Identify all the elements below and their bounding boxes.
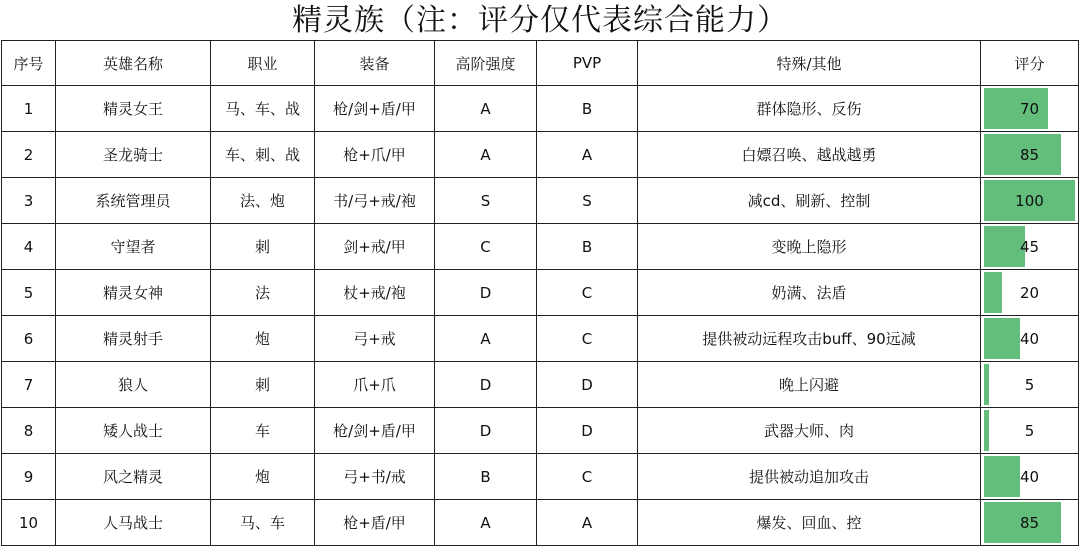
score-value: 5 [1024, 421, 1035, 440]
cell-gear: 枪/剑+盾/甲 [315, 86, 435, 132]
score-data-bar [984, 364, 989, 405]
cell-gear: 弓+书/戒 [315, 454, 435, 500]
cell-index: 8 [2, 408, 56, 454]
cell-index: 2 [2, 132, 56, 178]
score-value: 40 [1019, 467, 1040, 486]
table-row [2, 178, 1079, 224]
cell-score [981, 316, 1079, 362]
cell-gear: 杖+戒/袍 [315, 270, 435, 316]
cell-job: 法 [211, 270, 315, 316]
table-row [2, 500, 1079, 546]
table-row [2, 270, 1079, 316]
score-value: 5 [1024, 375, 1035, 394]
cell-hero-name: 矮人战士 [56, 408, 211, 454]
cell-job: 刺 [211, 224, 315, 270]
header-job: 职业 [211, 41, 315, 86]
cell-special: 奶满、法盾 [638, 270, 981, 316]
cell-gear: 弓+戒 [315, 316, 435, 362]
cell-hero-name: 守望者 [56, 224, 211, 270]
cell-index: 7 [2, 362, 56, 408]
table-title: 精灵族（注：评分仅代表综合能力） [292, 3, 788, 38]
score-value: 20 [1019, 283, 1040, 302]
cell-index: 1 [2, 86, 56, 132]
cell-special: 群体隐形、反伤 [638, 86, 981, 132]
cell-pvp: C [537, 270, 638, 316]
cell-hero-name: 精灵女神 [56, 270, 211, 316]
cell-pvp: A [537, 500, 638, 546]
table-row [2, 454, 1079, 500]
cell-special: 白嫖召唤、越战越勇 [638, 132, 981, 178]
cell-special: 减cd、刷新、控制 [638, 178, 981, 224]
table-row [2, 132, 1079, 178]
cell-hero-name: 精灵女王 [56, 86, 211, 132]
cell-tier: D [435, 408, 537, 454]
cell-tier: A [435, 316, 537, 362]
header-tier: 高阶强度 [435, 41, 537, 86]
cell-job: 车 [211, 408, 315, 454]
cell-tier: C [435, 224, 537, 270]
cell-hero-name: 风之精灵 [56, 454, 211, 500]
cell-score [981, 408, 1079, 454]
cell-hero-name: 系统管理员 [56, 178, 211, 224]
cell-tier: D [435, 270, 537, 316]
cell-special: 武器大师、肉 [638, 408, 981, 454]
cell-special: 提供被动远程攻击buff、90远减 [638, 316, 981, 362]
cell-tier: B [435, 454, 537, 500]
score-data-bar [984, 226, 1025, 267]
cell-gear: 枪+爪/甲 [315, 132, 435, 178]
cell-tier: D [435, 362, 537, 408]
cell-pvp: C [537, 454, 638, 500]
cell-hero-name: 圣龙骑士 [56, 132, 211, 178]
cell-pvp: D [537, 408, 638, 454]
table-row [2, 224, 1079, 270]
score-data-bar [984, 272, 1002, 313]
cell-pvp: A [537, 132, 638, 178]
cell-gear: 枪+盾/甲 [315, 500, 435, 546]
cell-job: 马、车、战 [211, 86, 315, 132]
cell-score [981, 132, 1079, 178]
cell-job: 炮 [211, 316, 315, 362]
score-data-bar [984, 456, 1020, 497]
score-data-bar [984, 318, 1020, 359]
header-index: 序号 [2, 41, 56, 86]
cell-score [981, 500, 1079, 546]
cell-job: 车、刺、战 [211, 132, 315, 178]
cell-gear: 书/弓+戒/袍 [315, 178, 435, 224]
score-value: 85 [1019, 513, 1040, 532]
cell-job: 法、炮 [211, 178, 315, 224]
header-score: 评分 [981, 41, 1079, 86]
cell-index: 4 [2, 224, 56, 270]
cell-hero-name: 狼人 [56, 362, 211, 408]
score-data-bar [984, 410, 989, 451]
hero-rating-table [1, 40, 1079, 546]
score-value: 70 [1019, 99, 1040, 118]
cell-job: 刺 [211, 362, 315, 408]
cell-hero-name: 人马战士 [56, 500, 211, 546]
cell-score [981, 270, 1079, 316]
cell-index: 10 [2, 500, 56, 546]
table-row [2, 362, 1079, 408]
cell-special: 晚上闪避 [638, 362, 981, 408]
cell-hero-name: 精灵射手 [56, 316, 211, 362]
table-row [2, 408, 1079, 454]
cell-gear: 剑+戒/甲 [315, 224, 435, 270]
header-hero-name: 英雄名称 [56, 41, 211, 86]
score-value: 85 [1019, 145, 1040, 164]
cell-gear: 枪/剑+盾/甲 [315, 408, 435, 454]
cell-score [981, 224, 1079, 270]
cell-tier: S [435, 178, 537, 224]
cell-score [981, 362, 1079, 408]
cell-tier: A [435, 132, 537, 178]
cell-tier: A [435, 86, 537, 132]
cell-job: 马、车 [211, 500, 315, 546]
cell-index: 3 [2, 178, 56, 224]
cell-special: 爆发、回血、控 [638, 500, 981, 546]
cell-pvp: D [537, 362, 638, 408]
cell-score [981, 454, 1079, 500]
cell-job: 炮 [211, 454, 315, 500]
cell-pvp: S [537, 178, 638, 224]
cell-index: 6 [2, 316, 56, 362]
table-row [2, 316, 1079, 362]
cell-index: 5 [2, 270, 56, 316]
cell-score [981, 86, 1079, 132]
header-pvp: PVP [537, 41, 638, 86]
score-value: 40 [1019, 329, 1040, 348]
cell-index: 9 [2, 454, 56, 500]
header-row [2, 41, 1079, 86]
cell-pvp: B [537, 224, 638, 270]
score-value: 100 [1015, 191, 1044, 210]
score-value: 45 [1019, 237, 1040, 256]
table-row [2, 86, 1079, 132]
cell-tier: A [435, 500, 537, 546]
cell-special: 提供被动追加攻击 [638, 454, 981, 500]
cell-gear: 爪+爪 [315, 362, 435, 408]
cell-pvp: B [537, 86, 638, 132]
header-special: 特殊/其他 [638, 41, 981, 86]
cell-score [981, 178, 1079, 224]
cell-special: 变晚上隐形 [638, 224, 981, 270]
cell-pvp: C [537, 316, 638, 362]
header-gear: 装备 [315, 41, 435, 86]
